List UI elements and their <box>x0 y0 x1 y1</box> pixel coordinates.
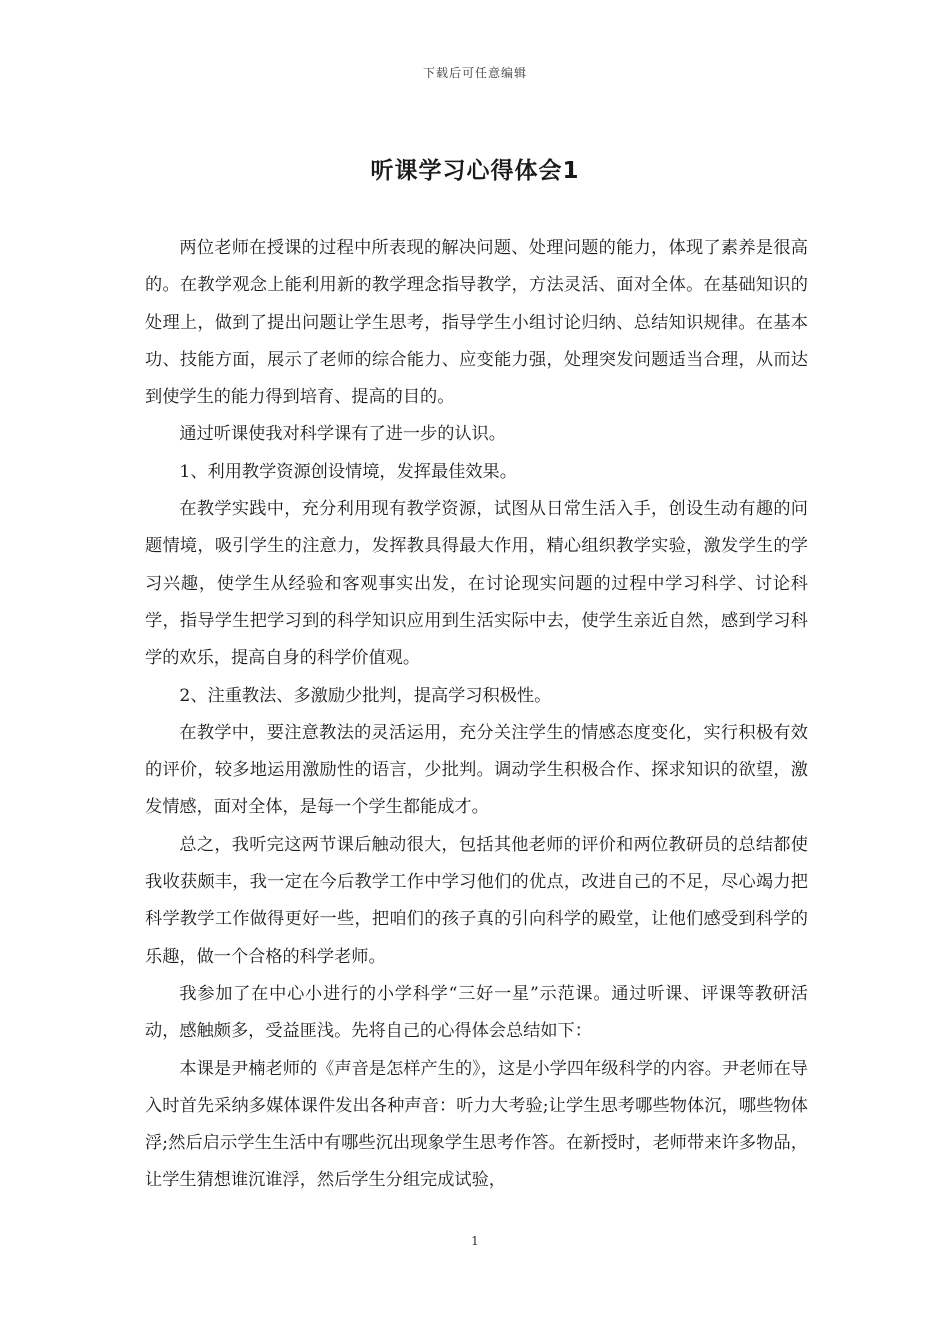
paragraph-5: 2、注重教法、多激励少批判，提高学习积极性。 <box>179 685 552 706</box>
paragraph-2: 通过听课使我对科学课有了进一步的认识。 <box>179 424 506 445</box>
paragraph-3: 1、利用教学资源创设情境，发挥最佳效果。 <box>179 461 517 482</box>
document-body <box>145 230 808 1200</box>
paragraph-9: 本课是尹楠老师的《声音是怎样产生的》，这是小学四年级科学的内容。尹老师在导入时首先采纳多媒体课件发出各种声音：听力大考验;让学生思考哪些物体沉，哪些物体浮;然后启示学生生活中有哪些沉出现象学生思考作答。在新授时，老师带来许多物品，让学生猜想谁沉谁浮，然后学生分组完成试验， <box>145 1058 808 1191</box>
paragraph-6: 在教学中，要注意教法的灵活运用，充分关注学生的情感态度变化，实行积极有效的评价，较多地运用激励性的语言，少批判。调动学生积极合作、探求知识的欲望，激发情感，面对全体，是每一个学生都能成才。 <box>145 722 808 818</box>
document-title: 听课学习心得体会1 <box>370 158 580 184</box>
paragraph-1: 两位老师在授课的过程中所表现的解决问题、处理问题的能力，体现了素养是很高的。在教学观念上能利用新的教学理念指导教学，方法灵活、面对全体。在基础知识的处理上，做到了提出问题让学生思考，指导学生小组讨论归纳、总结知识规律。在基本功、技能方面，展示了老师的综合能力、应变能力强，处理突发问题适当合理，从而达到使学生的能力得到培育、提高的目的。 <box>145 238 808 408</box>
page-number: 1 <box>471 1234 479 1248</box>
paragraph-8: 我参加了在中心小进行的小学科学“三好一星”示范课。通过听课、评课等教研活动，感触颇多，受益匪浅。先将自己的心得体会总结如下： <box>145 983 808 1042</box>
paragraph-7: 总之，我听完这两节课后触动很大，包括其他老师的评价和两位教研员的总结都使我收获颇丰，我一定在今后教学工作中学习他们的优点，改进自己的不足，尽心竭力把科学教学工作做得更好一些，把咱们的孩子真的引向科学的殿堂，让他们感受到科学的乐趣，做一个合格的科学老师。 <box>145 834 808 967</box>
paragraph-4: 在教学实践中，充分利用现有教学资源，试图从日常生活入手，创设生动有趣的问题情境，吸引学生的注意力，发挥教具得最大作用，精心组织教学实验，激发学生的学习兴趣，使学生从经验和客观事实出发，在讨论现实问题的过程中学习科学、讨论科学，指导学生把学习到的科学知识应用到生活实际中去，使学生亲近自然，感到学习科学的欢乐，提高自身的科学价值观。 <box>145 499 808 669</box>
page-header-note: 下载后可任意编辑 <box>422 66 527 80</box>
